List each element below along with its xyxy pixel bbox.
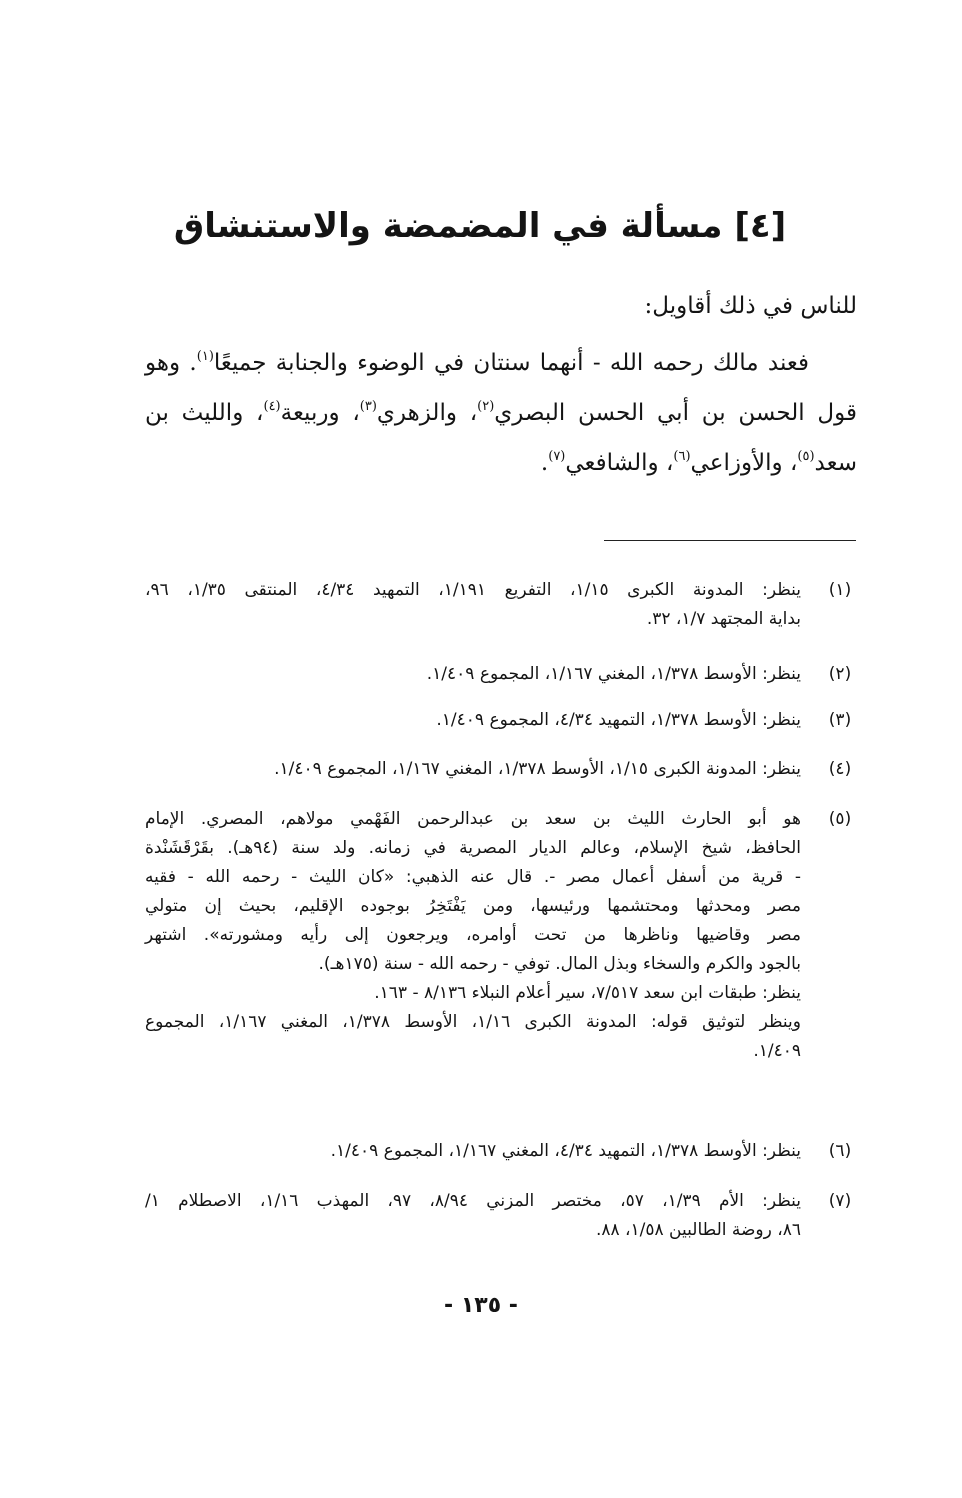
footnote-line: - قرية من أسفل أعمال مصر -. قال عنه الذهبي: «كان الليث - رحمه الله - فقيه	[145, 867, 801, 887]
footnote-line: ينظر: طبقات ابن سعد ٧/٥١٧، سير أعلام النبلاء ٨/١٣٦ - ١٦٣.	[374, 983, 801, 1003]
main-paragraph	[145, 338, 857, 488]
footnote-line: مصر وقاضيها وناظرها من تحت أوامره، ويرجعون إلى رأيه ومشورته». اشتهر	[145, 925, 801, 945]
footnote-number: (٥)	[828, 809, 852, 829]
footnote-ref-7[interactable]: (٧)	[548, 449, 566, 464]
footnote-4	[145, 755, 857, 784]
footnote-number: (٤)	[828, 759, 852, 779]
para-text-2: . وهو قول الحسن بن أبي الحسن البصري	[145, 350, 857, 426]
page-number: - ١٣٥ -	[444, 1293, 518, 1318]
footnote-line: ١/٤٠٩.	[753, 1041, 801, 1061]
footnote-7	[145, 1187, 857, 1245]
footnote-line: مصر ومحدثها ومحتشمها ورئيسها، ومن يَفْتَخِرُ بوجوده الإقليم، بحيث إن متولي	[145, 896, 801, 916]
footnote-line: الحافظ، شيخ الإسلام، وعالم الديار المصرية في زمانه. ولد سنة (٩٤هـ). بقَرْقَشَنْدة	[145, 838, 801, 858]
chapter-title: [٤] مسألة في المضمضة والاستنشاق	[173, 206, 787, 246]
footnote-ref-5[interactable]: (٥)	[797, 449, 815, 464]
para-text-5: ، والليث بن سعد	[145, 400, 857, 476]
para-text-4: ، وربيعة	[280, 400, 360, 426]
footnote-body	[145, 706, 801, 735]
para-text-3: ، والزهري	[376, 400, 478, 426]
footnote-line: ينظر: المدونة الكبرى ١/١٥، التفريع ١/١٩١، التمهيد ٤/٣٤، المنتقى ١/٣٥، ٩٦،	[145, 580, 801, 600]
footnote-1	[145, 576, 857, 634]
footnote-3	[145, 706, 857, 735]
footnote-ref-3[interactable]: (٣)	[359, 399, 377, 414]
para-text-1: فعند مالك رحمه الله - أنهما سنتان في الوضوء والجنابة جميعًا	[213, 350, 809, 376]
intro-line: للناس في ذلك أقاويل:	[644, 293, 857, 319]
footnote-ref-2[interactable]: (٢)	[477, 399, 495, 414]
footnote-number: (٣)	[828, 710, 852, 730]
para-text-7: ، والشافعي	[565, 450, 674, 476]
footnote-number: (٢)	[828, 664, 852, 684]
footnote-ref-6[interactable]: (٦)	[673, 449, 691, 464]
footnote-body	[145, 1187, 801, 1245]
footnote-line: ينظر: المدونة الكبرى ١/١٥، الأوسط ١/٣٧٨، المغني ١/١٦٧، المجموع ١/٤٠٩.	[274, 759, 801, 779]
footnote-number: (٦)	[828, 1141, 852, 1161]
footnote-body	[145, 576, 801, 634]
footnote-line: ينظر: الأوسط ١/٣٧٨، التمهيد ٤/٣٤، المجموع ١/٤٠٩.	[436, 710, 801, 730]
footnote-separator	[604, 540, 856, 541]
footnote-number: (١)	[828, 580, 852, 600]
footnote-line: بالجود والكرم والسخاء وبذل المال. توفي - رحمه الله - سنة (١٧٥هـ).	[318, 954, 801, 974]
footnote-body	[145, 660, 801, 689]
footnote-line: هو أبو الحارث الليث بن سعد بن عبدالرحمن الفَهْمي مولاهم، المصري. الإمام	[145, 809, 801, 829]
para-text-8: .	[540, 450, 549, 476]
footnote-line: ينظر: الأوسط ١/٣٧٨، المغني ١/١٦٧، المجموع ١/٤٠٩.	[426, 664, 801, 684]
footnote-line: ينظر: الأوسط ١/٣٧٨، التمهيد ٤/٣٤، المغني ١/١٦٧، المجموع ١/٤٠٩.	[330, 1141, 801, 1161]
footnote-number: (٧)	[828, 1191, 852, 1211]
footnote-line: ينظر: الأم ١/٣٩، ٥٧، مختصر المزني ٨/٩٤، ٩٧، المهذب ١/١٦، الاصطلام ١/	[145, 1191, 802, 1211]
footnote-body	[145, 805, 801, 1066]
footnote-2	[145, 660, 857, 689]
footnote-line: وينظر لتوثيق قوله: المدونة الكبرى ١/١٦، الأوسط ١/٣٧٨، المغني ١/١٦٧، المجموع	[145, 1012, 801, 1032]
para-text-6: ، والأوزاعي	[690, 450, 798, 476]
footnote-line: بداية المجتهد ١/٧، ٣٢.	[646, 609, 801, 629]
footnote-ref-1[interactable]: (١)	[196, 349, 214, 364]
footnote-6	[145, 1137, 857, 1166]
footnote-body	[145, 1137, 801, 1166]
footnote-line: ٨٦، روضة الطالبين ١/٥٨، ٨٨.	[595, 1220, 801, 1240]
footnote-5	[145, 805, 857, 1066]
footnote-ref-4[interactable]: (٤)	[263, 399, 281, 414]
footnote-body	[145, 755, 801, 784]
